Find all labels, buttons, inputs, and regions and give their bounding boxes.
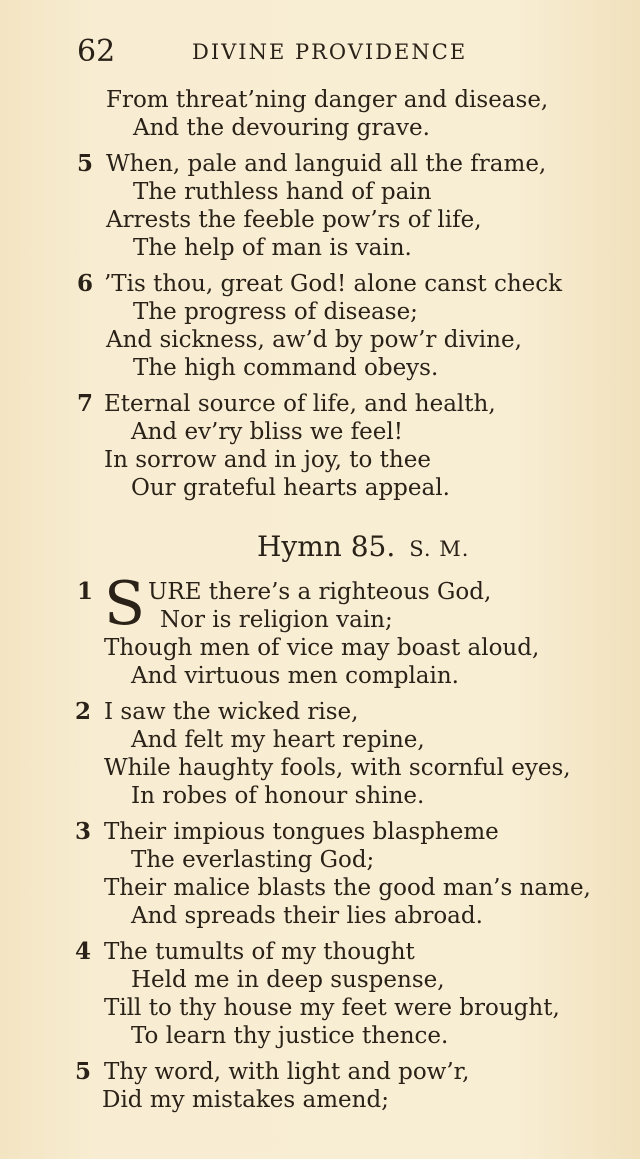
- verse-line: The ruthless hand of pain: [133, 179, 432, 205]
- page-header: [77, 34, 497, 70]
- verse-line: The help of man is vain.: [133, 235, 412, 261]
- verse-line: I saw the wicked rise,: [104, 699, 359, 725]
- page-number: 62: [77, 34, 116, 69]
- stanza-number: 3: [75, 818, 92, 845]
- verse-line: And the devouring grave.: [133, 115, 430, 141]
- verse-line: And sickness, aw’d by pow’r divine,: [106, 327, 522, 353]
- verse-line: When, pale and languid all the frame,: [106, 151, 547, 177]
- hymn-number: Hymn 85.: [257, 530, 396, 563]
- verse-line: ’Tis thou, great God! alone canst check: [104, 271, 563, 297]
- verse-line: To learn thy justice thence.: [131, 1023, 449, 1049]
- verse-line: Did my mistakes amend;: [102, 1087, 389, 1113]
- verse-line: Held me in deep suspense,: [131, 967, 445, 993]
- verse-line: Thy word, with light and pow’r,: [104, 1059, 470, 1085]
- verse-line: The high command obeys.: [133, 355, 439, 381]
- verse-line: The tumults of my thought: [104, 939, 415, 965]
- stanza-number: 7: [77, 390, 94, 417]
- hymn-title: [257, 530, 469, 563]
- verse-line: The everlasting God;: [131, 847, 375, 873]
- verse-line: Nor is religion vain;: [160, 607, 393, 633]
- verse-line: And felt my heart repine,: [131, 727, 425, 753]
- running-title: DIVINE PROVIDENCE: [192, 40, 468, 64]
- verse-line: Eternal source of life, and health,: [104, 391, 496, 417]
- verse-line: From threat’ning danger and disease,: [106, 87, 549, 113]
- verse-line: Arrests the feeble pow’rs of life,: [106, 207, 482, 233]
- verse-line: While haughty fools, with scornful eyes,: [104, 755, 571, 781]
- verse-line: Till to thy house my feet were brought,: [104, 995, 560, 1021]
- stanza-number: 1: [77, 578, 94, 605]
- stanza-number: 2: [75, 698, 92, 725]
- verse-line: Though men of vice may boast aloud,: [104, 635, 540, 661]
- verse-line: The progress of disease;: [133, 299, 418, 325]
- verse-line: URE there’s a righteous God,: [148, 579, 492, 605]
- verse-line: And ev’ry bliss we feel!: [131, 419, 403, 445]
- verse-line: Our grateful hearts appeal.: [131, 475, 450, 501]
- verse-line: Their impious tongues blaspheme: [104, 819, 499, 845]
- verse-line: Their malice blasts the good man’s name,: [104, 875, 591, 901]
- stanza-number: 5: [75, 1058, 92, 1085]
- hymn-meter: S. M.: [409, 537, 470, 561]
- verse-line: And virtuous men complain.: [131, 663, 459, 689]
- stanza-number: 5: [77, 150, 94, 177]
- stanza-number: 6: [77, 270, 94, 297]
- verse-line: And spreads their lies abroad.: [131, 903, 483, 929]
- verse-line: In robes of honour shine.: [131, 783, 425, 809]
- drop-cap-letter: S: [104, 569, 146, 639]
- verse-line: In sorrow and in joy, to thee: [104, 447, 431, 473]
- stanza-number: 4: [75, 938, 92, 965]
